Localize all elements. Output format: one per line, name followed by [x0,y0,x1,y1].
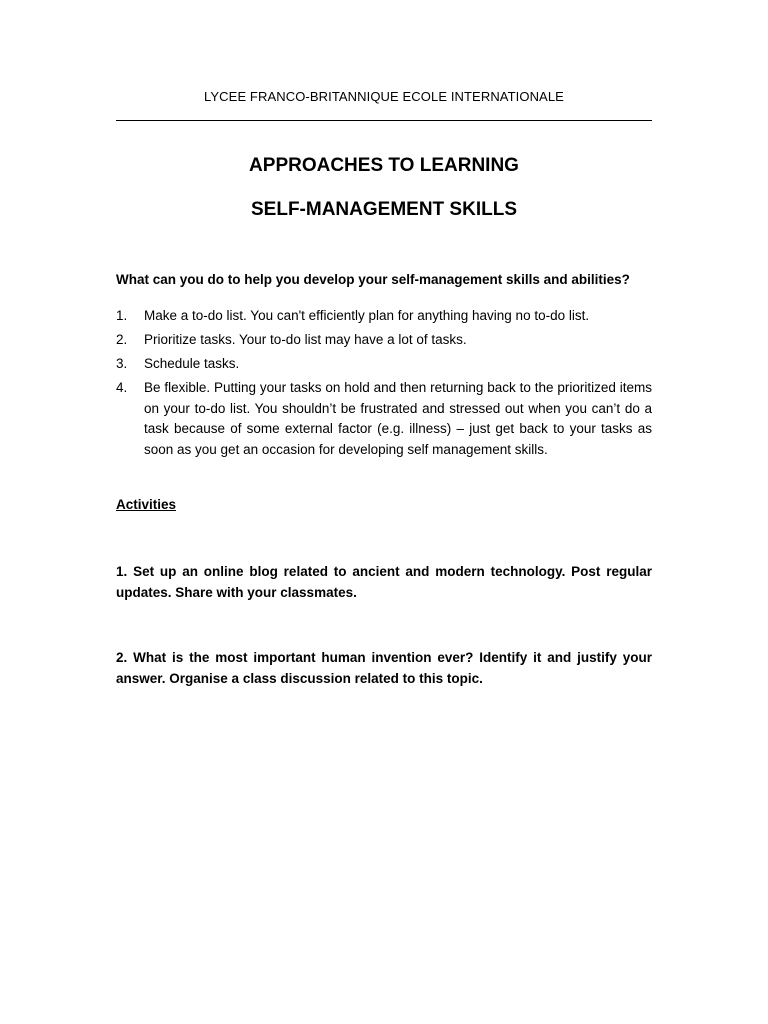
activity-item: 1. Set up an online blog related to ancient and modern technology. Post regular updates. Share with your classmates. [116,564,652,600]
header-divider [116,120,652,121]
activity-item: 2. What is the most important human invention ever? Identify it and justify your answer. Organise a class discussion related to this topic. [116,650,652,686]
list-item-text: Make a to-do list. You can't efficiently plan for anything having no to-do list. [144,308,590,323]
list-item-number: 4. [116,380,128,395]
activities-heading: Activities [116,497,177,512]
document-subtitle: SELF-MANAGEMENT SKILLS [251,199,517,220]
list-item-text: Schedule tasks. [144,356,240,371]
list-item-number: 1. [116,308,128,323]
list-item [116,330,652,351]
list-item-text: Be flexible. Putting your tasks on hold and then returning back to the prioritized items on your to-do list. You shouldn’t be frustrated and stressed out when you can’t do a task because of some external factor (e.g. illness) – just get back to your tasks as soon as you get an occasion for developing self management skills. [144,380,652,457]
list-item [116,378,652,460]
list-item [116,354,652,375]
guiding-question: What can you do to help you develop your self-management skills and abilities? [116,272,630,287]
list-item-number: 2. [116,332,128,347]
school-name-header: LYCEE FRANCO-BRITANNIQUE ECOLE INTERNATIONALE [204,89,564,104]
list-item [116,306,652,327]
list-item-number: 3. [116,356,128,371]
tips-list [116,306,652,464]
document-title: APPROACHES TO LEARNING [249,155,519,176]
list-item-text: Prioritize tasks. Your to-do list may have a lot of tasks. [144,332,467,347]
